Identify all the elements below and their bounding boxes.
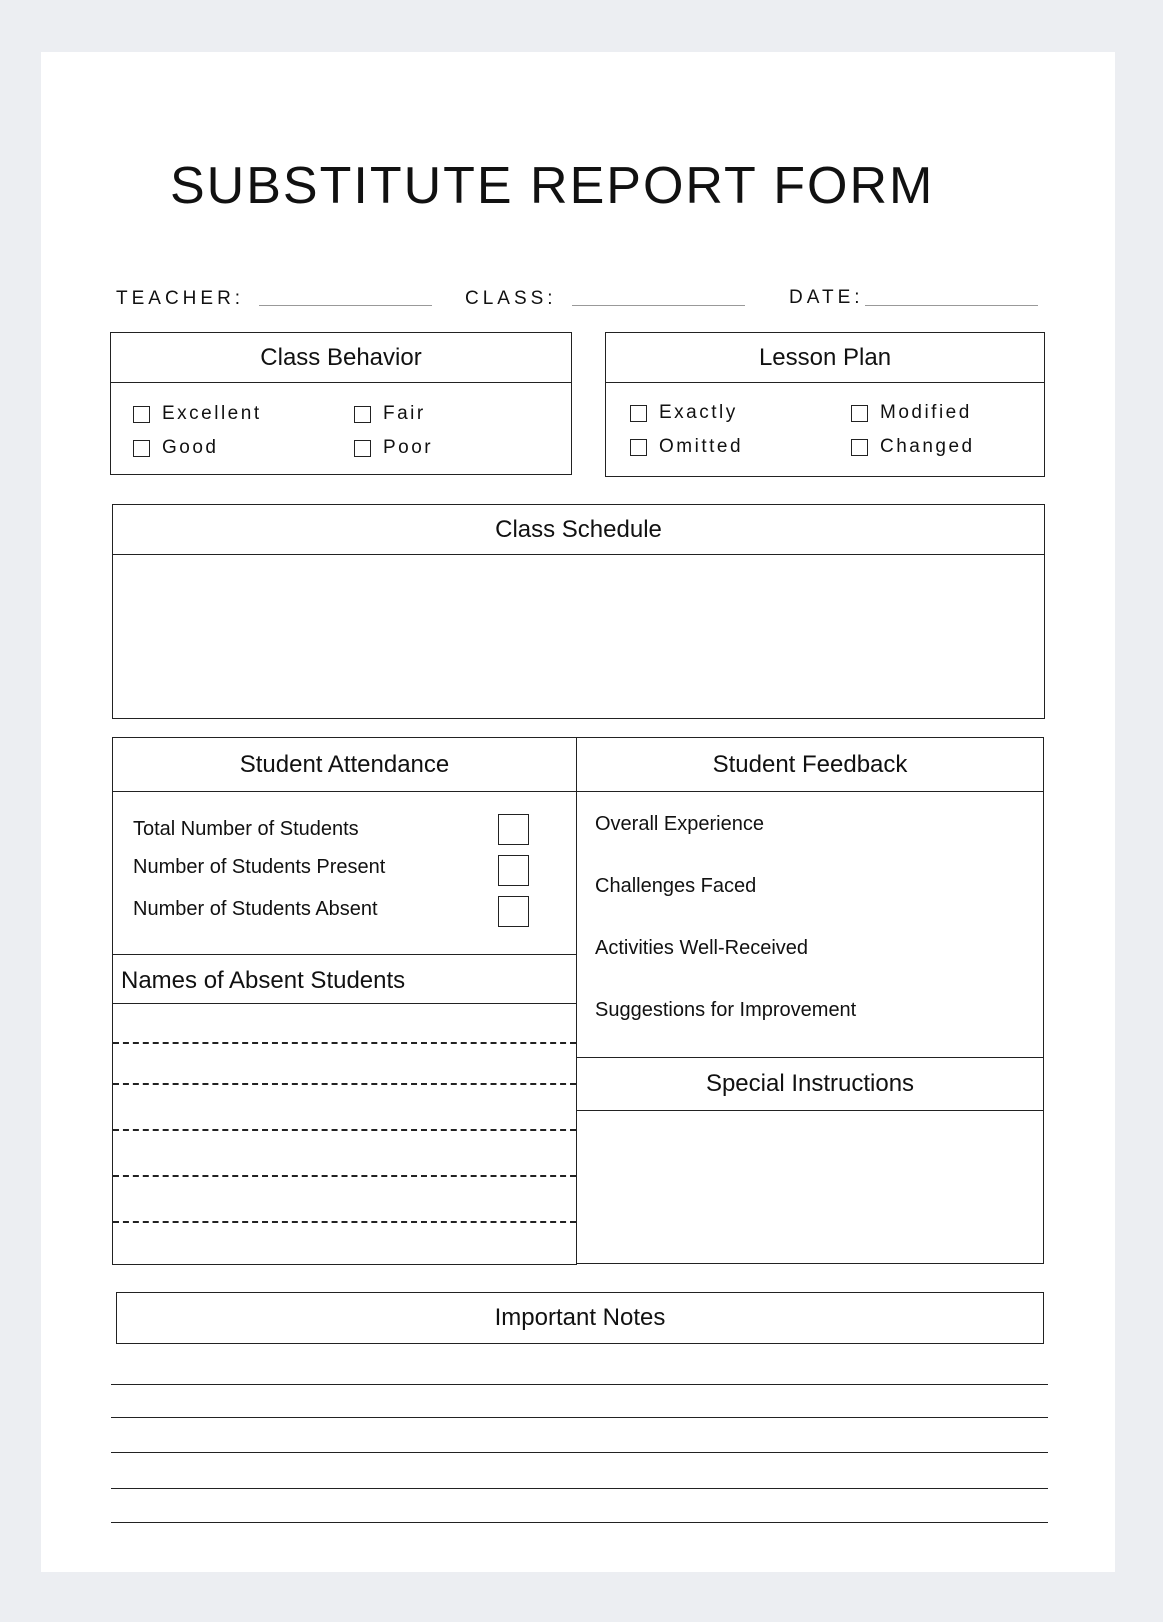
lesson-exactly-option[interactable] — [630, 402, 738, 424]
option-label: Poor — [383, 437, 434, 458]
notes-line[interactable] — [111, 1452, 1048, 1453]
checkbox-icon[interactable] — [354, 406, 371, 423]
notes-line[interactable] — [111, 1384, 1048, 1385]
teacher-label: TEACHER: — [116, 288, 245, 309]
special-instructions-section — [576, 1057, 1044, 1264]
notes-line[interactable] — [111, 1488, 1048, 1489]
checkbox-icon[interactable] — [851, 405, 868, 422]
divider — [113, 1003, 576, 1004]
date-field[interactable] — [865, 305, 1038, 306]
lesson-modified-option[interactable] — [851, 402, 972, 424]
class-label: CLASS: — [465, 288, 557, 309]
attendance-absent-box[interactable] — [498, 896, 529, 927]
checkbox-icon[interactable] — [133, 440, 150, 457]
teacher-field[interactable] — [259, 305, 432, 306]
absent-students-heading: Names of Absent Students — [121, 967, 406, 994]
attendance-present-label: Number of Students Present — [133, 856, 386, 878]
student-feedback-heading: Student Feedback — [577, 738, 1043, 792]
checkbox-icon[interactable] — [354, 440, 371, 457]
page-title: SUBSTITUTE REPORT FORM — [170, 157, 935, 215]
student-attendance-heading: Student Attendance — [113, 738, 576, 792]
class-behavior-section — [110, 332, 572, 475]
notes-line[interactable] — [111, 1522, 1048, 1523]
class-schedule-area[interactable] — [113, 555, 1044, 718]
option-label: Fair — [383, 403, 426, 424]
attendance-absent-label: Number of Students Absent — [133, 898, 378, 920]
option-label: Changed — [880, 436, 975, 457]
feedback-activities-well-received: Activities Well-Received — [595, 937, 809, 959]
class-schedule-heading: Class Schedule — [113, 505, 1044, 555]
lesson-plan-section — [605, 332, 1045, 477]
date-label: DATE: — [789, 287, 864, 308]
option-label: Excellent — [162, 403, 262, 424]
option-label: Modified — [880, 402, 972, 423]
important-notes-section — [116, 1292, 1044, 1344]
absent-name-line[interactable] — [113, 1129, 576, 1131]
option-label: Omitted — [659, 436, 744, 457]
checkbox-icon[interactable] — [133, 406, 150, 423]
behavior-fair-option[interactable] — [354, 403, 426, 425]
special-instructions-area[interactable] — [577, 1111, 1043, 1263]
option-label: Good — [162, 437, 219, 458]
checkbox-icon[interactable] — [851, 439, 868, 456]
attendance-present-box[interactable] — [498, 855, 529, 886]
attendance-total-label: Total Number of Students — [133, 818, 359, 840]
absent-name-line[interactable] — [113, 1221, 576, 1223]
behavior-excellent-option[interactable] — [133, 403, 262, 425]
class-behavior-heading: Class Behavior — [111, 333, 571, 383]
checkbox-icon[interactable] — [630, 405, 647, 422]
notes-line[interactable] — [111, 1417, 1048, 1418]
absent-students-section — [112, 954, 577, 1265]
class-field[interactable] — [572, 305, 745, 306]
lesson-omitted-option[interactable] — [630, 436, 743, 458]
option-label: Exactly — [659, 402, 738, 423]
student-attendance-section — [112, 737, 577, 955]
special-instructions-heading: Special Instructions — [577, 1058, 1043, 1111]
feedback-suggestions: Suggestions for Improvement — [595, 999, 857, 1021]
class-schedule-section — [112, 504, 1045, 719]
absent-name-line[interactable] — [113, 1042, 576, 1044]
behavior-poor-option[interactable] — [354, 437, 433, 459]
absent-name-line[interactable] — [113, 1175, 576, 1177]
absent-name-line[interactable] — [113, 1083, 576, 1085]
lesson-plan-heading: Lesson Plan — [606, 333, 1044, 383]
important-notes-heading: Important Notes — [494, 1304, 666, 1331]
student-feedback-section — [576, 737, 1044, 1059]
behavior-good-option[interactable] — [133, 437, 218, 459]
feedback-challenges-faced: Challenges Faced — [595, 875, 757, 897]
checkbox-icon[interactable] — [630, 439, 647, 456]
feedback-overall-experience: Overall Experience — [595, 813, 764, 835]
attendance-total-box[interactable] — [498, 814, 529, 845]
lesson-changed-option[interactable] — [851, 436, 975, 458]
